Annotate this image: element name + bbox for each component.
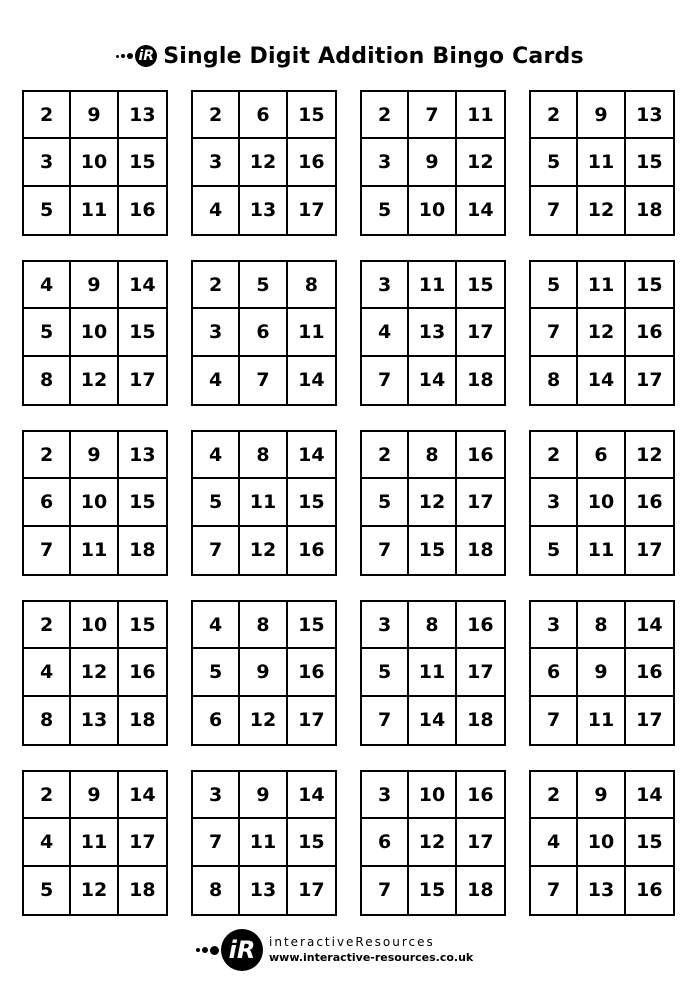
bingo-cell: 7 [240, 357, 287, 404]
bingo-card [360, 90, 506, 236]
bingo-card [22, 430, 168, 576]
bingo-cell: 14 [288, 432, 335, 479]
bingo-cell: 5 [24, 187, 71, 234]
bingo-cell: 9 [409, 139, 456, 186]
bingo-cell: 3 [193, 772, 240, 819]
bingo-card [529, 260, 675, 406]
bingo-card [191, 260, 337, 406]
bingo-cell: 18 [467, 709, 494, 732]
bingo-cell: 14 [409, 697, 456, 744]
bingo-cell: 11 [71, 527, 118, 574]
bingo-cell: 8 [240, 602, 287, 649]
bingo-cell: 5 [24, 309, 71, 356]
bingo-cell: 14 [626, 772, 673, 819]
bingo-cell: 13 [119, 432, 166, 479]
bingo-cell: 15 [288, 92, 335, 139]
bingo-cell: 7 [362, 867, 409, 914]
bingo-cell: 6 [24, 479, 71, 526]
bingo-cell: 5 [240, 262, 287, 309]
bingo-cell: 4 [193, 432, 240, 479]
bingo-cell: 15 [626, 139, 673, 186]
bingo-card [529, 600, 675, 746]
bingo-cell: 12 [240, 697, 287, 744]
bingo-cell: 16 [288, 139, 335, 186]
bingo-cell: 10 [71, 602, 118, 649]
bingo-cell: 7 [193, 819, 240, 866]
bingo-cell: 7 [531, 309, 578, 356]
bingo-cell: 17 [457, 309, 504, 356]
bingo-cell: 7 [531, 697, 578, 744]
bingo-cell: 6 [362, 819, 409, 866]
bingo-cell: 2 [531, 432, 578, 479]
bingo-cell: 12 [409, 479, 456, 526]
bingo-cell: 8 [409, 602, 456, 649]
bingo-cell: 2 [531, 92, 578, 139]
bingo-cell: 15 [409, 527, 456, 574]
bingo-cell: 14 [467, 199, 494, 222]
bingo-cell: 9 [240, 649, 287, 696]
bingo-cell: 11 [578, 527, 625, 574]
bingo-cell: 9 [578, 649, 625, 696]
bingo-cell: 5 [24, 867, 71, 914]
bingo-cell: 8 [24, 357, 71, 404]
bingo-cell: 2 [362, 432, 409, 479]
brand-name: interactiveResources [269, 935, 435, 949]
bingo-cell: 18 [467, 879, 494, 902]
bingo-cell: 10 [409, 772, 456, 819]
logo-dot [210, 946, 219, 955]
ir-logo-large [196, 929, 263, 971]
bingo-cell: 10 [71, 139, 118, 186]
bingo-card [191, 430, 337, 576]
bingo-cell: 12 [71, 649, 118, 696]
bingo-cell: 7 [362, 697, 409, 744]
bingo-card [360, 600, 506, 746]
bingo-cell: 12 [578, 309, 625, 356]
bingo-cell: 12 [626, 432, 673, 479]
bingo-cell: 17 [457, 649, 504, 696]
bingo-cell: 3 [531, 479, 578, 526]
bingo-cell: 12 [409, 819, 456, 866]
logo-dot [121, 54, 125, 58]
bingo-cell: 11 [409, 262, 456, 309]
bingo-cell: 9 [71, 772, 118, 819]
page-title: Single Digit Addition Bingo Cards [163, 43, 584, 69]
bingo-cell: 14 [119, 262, 166, 309]
page-header [0, 36, 700, 76]
bingo-cell: 11 [71, 187, 118, 234]
bingo-cell: 5 [531, 139, 578, 186]
bingo-cell: 15 [626, 819, 673, 866]
bingo-cell: 6 [240, 309, 287, 356]
bingo-cell: 3 [362, 602, 409, 649]
bingo-cell: 3 [193, 309, 240, 356]
bingo-cell: 16 [457, 602, 504, 649]
bingo-cell: 17 [457, 479, 504, 526]
bingo-cell: 16 [288, 649, 335, 696]
bingo-cell: 18 [129, 539, 156, 562]
bingo-cell: 12 [578, 187, 625, 234]
bingo-cell: 5 [531, 527, 578, 574]
bingo-cell: 16 [626, 309, 673, 356]
bingo-cell: 11 [288, 309, 335, 356]
bingo-cell: 5 [362, 649, 409, 696]
bingo-cell: 8 [288, 262, 335, 309]
bingo-card [22, 90, 168, 236]
bingo-cell: 2 [193, 262, 240, 309]
bingo-cell: 9 [578, 92, 625, 139]
bingo-cell: 7 [193, 527, 240, 574]
bingo-cell: 2 [24, 432, 71, 479]
bingo-cell: 5 [362, 187, 409, 234]
bingo-cell: 17 [119, 819, 166, 866]
bingo-cell: 13 [240, 187, 287, 234]
bingo-cell: 11 [578, 139, 625, 186]
bingo-cell: 8 [24, 697, 71, 744]
bingo-cell: 6 [531, 649, 578, 696]
bingo-cell: 18 [467, 369, 494, 392]
bingo-cell: 12 [71, 357, 118, 404]
bingo-cell: 17 [457, 819, 504, 866]
bingo-cell: 3 [362, 139, 409, 186]
logo-dot [127, 53, 133, 59]
bingo-cell: 11 [409, 649, 456, 696]
bingo-cell: 14 [578, 357, 625, 404]
bingo-cell: 4 [362, 309, 409, 356]
bingo-cell: 4 [193, 357, 240, 404]
bingo-cell: 16 [457, 772, 504, 819]
bingo-cell: 15 [119, 139, 166, 186]
bingo-cell: 17 [129, 369, 156, 392]
bingo-cell: 10 [578, 479, 625, 526]
bingo-card [191, 600, 337, 746]
bingo-cell: 16 [129, 199, 156, 222]
bingo-cell: 18 [129, 709, 156, 732]
bingo-cell: 12 [457, 139, 504, 186]
bingo-cell: 13 [578, 867, 625, 914]
bingo-cell: 16 [636, 879, 663, 902]
website-url: www.interactive-resources.co.uk [269, 951, 474, 964]
bingo-cell: 14 [298, 369, 325, 392]
bingo-cell: 5 [531, 262, 578, 309]
bingo-cell: 8 [578, 602, 625, 649]
bingo-cell: 14 [288, 772, 335, 819]
bingo-cell: 13 [119, 92, 166, 139]
logo-badge: iR [135, 45, 157, 67]
bingo-cell: 15 [288, 602, 335, 649]
bingo-cell: 13 [409, 309, 456, 356]
logo-dot [202, 947, 208, 953]
bingo-cell: 16 [298, 539, 325, 562]
bingo-cell: 9 [71, 92, 118, 139]
bingo-cell: 10 [71, 309, 118, 356]
bingo-cell: 7 [362, 527, 409, 574]
bingo-cell: 16 [457, 432, 504, 479]
bingo-cell: 4 [24, 262, 71, 309]
bingo-cell: 17 [636, 539, 663, 562]
bingo-cell: 8 [531, 357, 578, 404]
bingo-cell: 14 [626, 602, 673, 649]
bingo-cell: 17 [636, 709, 663, 732]
bingo-cell: 4 [531, 819, 578, 866]
bingo-cell: 9 [578, 772, 625, 819]
bingo-card-grid [22, 90, 682, 915]
bingo-cell: 11 [578, 262, 625, 309]
bingo-cell: 13 [626, 92, 673, 139]
bingo-cell: 9 [71, 262, 118, 309]
bingo-cell: 4 [24, 649, 71, 696]
bingo-cell: 9 [71, 432, 118, 479]
bingo-cell: 6 [240, 92, 287, 139]
bingo-card [529, 90, 675, 236]
bingo-card [191, 90, 337, 236]
bingo-cell: 18 [636, 199, 663, 222]
bingo-card [360, 770, 506, 916]
ir-logo-small [116, 45, 157, 67]
bingo-cell: 17 [298, 879, 325, 902]
bingo-card [360, 430, 506, 576]
bingo-cell: 16 [119, 649, 166, 696]
bingo-cell: 7 [531, 187, 578, 234]
logo-dot [116, 55, 119, 58]
bingo-cell: 11 [71, 819, 118, 866]
bingo-cell: 13 [71, 697, 118, 744]
bingo-card [529, 770, 675, 916]
bingo-card [529, 430, 675, 576]
bingo-cell: 5 [193, 649, 240, 696]
page-footer [196, 926, 516, 974]
bingo-cell: 11 [457, 92, 504, 139]
bingo-cell: 15 [288, 479, 335, 526]
bingo-cell: 11 [240, 479, 287, 526]
bingo-cell: 8 [193, 867, 240, 914]
bingo-cell: 8 [409, 432, 456, 479]
bingo-cell: 2 [24, 772, 71, 819]
bingo-cell: 6 [578, 432, 625, 479]
bingo-cell: 10 [71, 479, 118, 526]
bingo-cell: 13 [240, 867, 287, 914]
bingo-cell: 5 [193, 479, 240, 526]
bingo-cell: 15 [409, 867, 456, 914]
bingo-cell: 4 [24, 819, 71, 866]
bingo-cell: 10 [578, 819, 625, 866]
logo-badge: iR [221, 929, 263, 971]
bingo-cell: 14 [409, 357, 456, 404]
bingo-cell: 4 [193, 187, 240, 234]
bingo-card [22, 600, 168, 746]
bingo-cell: 3 [362, 262, 409, 309]
bingo-cell: 17 [636, 369, 663, 392]
bingo-cell: 17 [298, 199, 325, 222]
bingo-cell: 14 [119, 772, 166, 819]
bingo-cell: 18 [467, 539, 494, 562]
bingo-cell: 7 [531, 867, 578, 914]
bingo-cell: 15 [119, 602, 166, 649]
bingo-cell: 15 [119, 309, 166, 356]
bingo-cell: 3 [193, 139, 240, 186]
bingo-cell: 2 [531, 772, 578, 819]
bingo-card [360, 260, 506, 406]
bingo-cell: 12 [240, 139, 287, 186]
bingo-cell: 6 [193, 697, 240, 744]
bingo-cell: 17 [298, 709, 325, 732]
bingo-cell: 3 [24, 139, 71, 186]
logo-dot [196, 948, 200, 952]
bingo-cell: 4 [193, 602, 240, 649]
bingo-cell: 11 [240, 819, 287, 866]
bingo-cell: 11 [578, 697, 625, 744]
bingo-cell: 15 [626, 262, 673, 309]
bingo-cell: 15 [288, 819, 335, 866]
bingo-cell: 16 [626, 479, 673, 526]
bingo-cell: 8 [240, 432, 287, 479]
bingo-cell: 16 [626, 649, 673, 696]
bingo-card [191, 770, 337, 916]
bingo-cell: 2 [24, 92, 71, 139]
bingo-cell: 5 [362, 479, 409, 526]
bingo-cell: 9 [240, 772, 287, 819]
bingo-cell: 7 [362, 357, 409, 404]
bingo-card [22, 260, 168, 406]
bingo-cell: 12 [71, 867, 118, 914]
bingo-cell: 2 [362, 92, 409, 139]
bingo-cell: 12 [240, 527, 287, 574]
bingo-cell: 15 [119, 479, 166, 526]
bingo-cell: 3 [531, 602, 578, 649]
bingo-cell: 2 [193, 92, 240, 139]
brand-block [269, 935, 473, 965]
bingo-cell: 10 [409, 187, 456, 234]
bingo-cell: 2 [24, 602, 71, 649]
bingo-cell: 15 [457, 262, 504, 309]
bingo-card [22, 770, 168, 916]
bingo-cell: 7 [24, 527, 71, 574]
bingo-cell: 3 [362, 772, 409, 819]
bingo-cell: 7 [409, 92, 456, 139]
bingo-cell: 18 [129, 879, 156, 902]
